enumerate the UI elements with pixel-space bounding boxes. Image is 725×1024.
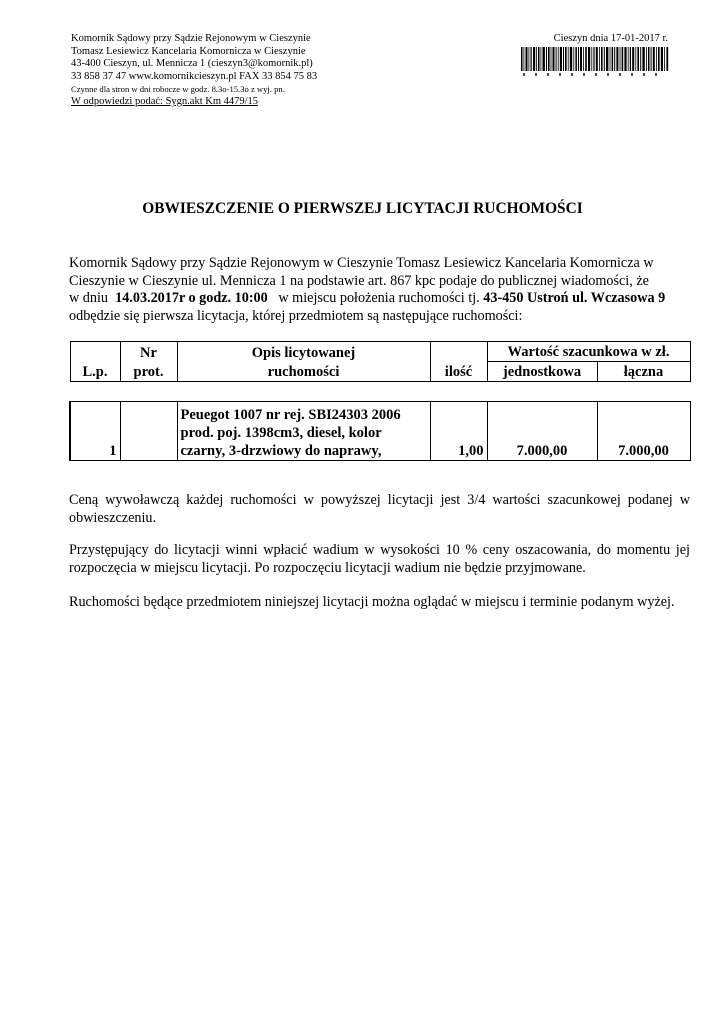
intro-line [69, 290, 669, 308]
header-block [71, 33, 317, 109]
header-line: 43-400 Cieszyn, ul. Mennicza 1 (cieszyn3@komornik.pl) [71, 58, 313, 70]
header-lp-top [70, 342, 120, 362]
header-wartosc: Wartość szacunkowa w zł. [487, 342, 690, 362]
header-laczna: łączna [597, 362, 690, 382]
opis-line: Peuegot 1007 nr rej. SBI24303 2006 [180, 407, 401, 423]
cell-opis [177, 402, 430, 461]
table-row [70, 402, 690, 461]
header-line: Komornik Sądowy przy Sądzie Rejonowym w Cieszynie [71, 33, 311, 44]
case-reference: W odpowiedzi podać: Sygn.akt Km 4479/15 [71, 95, 259, 107]
header-jednostkowa: jednostkowa [487, 362, 597, 382]
auction-place: 43-450 Ustroń ul. Wczasowa 9 [483, 290, 666, 306]
header-nr: Nr [120, 342, 177, 362]
header-prot: prot. [120, 362, 177, 382]
auction-date: 14.03.2017r o godz. 10:00 [115, 290, 268, 306]
intro-paragraph [69, 255, 669, 325]
intro-line: Komornik Sądowy przy Sądzie Rejonowym w Cieszynie Tomasz Lesiewicz Kancelaria Komornicza w [69, 255, 654, 271]
paragraph-deposit: Przystępujący do licytacji winni wpłacić wadium w wysokości 10 % ceny oszacowania, do momentu jej rozpoczęcia w miejscu licytacji. Po rozpoczęciu licytacji wadium nie będzie przyjmowane. [69, 542, 690, 576]
intro-prefix: w dniu [69, 290, 109, 306]
header-ruchomosci: ruchomości [177, 362, 430, 382]
header-line: Tomasz Lesiewicz Kancelaria Komornicza w Cieszynie [71, 45, 306, 57]
intro-line: odbędzie się pierwsza licytacja, której przedmiotem są następujące ruchomości: [69, 307, 523, 324]
header-lp: L.p. [70, 362, 120, 382]
cell-ilosc: 1,00 [430, 402, 487, 461]
document-title: OBWIESZCZENIE O PIERWSZEJ LICYTACJI RUCHOMOŚCI [142, 200, 583, 217]
intro-line: Cieszynie w Cieszynie ul. Mennicza 1 na podstawie art. 867 kpc podaje do publicznej wiadomości, że [69, 272, 649, 289]
paragraph-starting-price: Ceną wywoławczą każdej ruchomości w powyższej licytacji jest 3/4 wartości szacunkowej podanej w obwieszczeniu. [69, 492, 690, 526]
header-opis: Opis licytowanej [177, 342, 430, 362]
cell-nr [120, 402, 177, 461]
opis-line: czarny, 3-drzwiowy do naprawy, [180, 443, 382, 459]
document-date: Cieszyn dnia 17-01-2017 r. [553, 33, 668, 44]
cell-jednostkowa: 7.000,00 [487, 402, 597, 461]
header-line: 33 858 37 47 www.komornikcieszyn.pl FAX 33 854 75 83 [71, 70, 318, 82]
paragraph-viewing: Ruchomości będące przedmiotem niniejszej licytacji można oglądać w miejscu i terminie podanym wyżej. [69, 594, 675, 610]
opis-line: prod. poj. 1398cm3, diesel, kolor [180, 425, 382, 441]
barcode-image [521, 47, 669, 77]
cell-lp: 1 [70, 402, 120, 461]
cell-laczna: 7.000,00 [597, 402, 690, 461]
header-ilosc-top [430, 342, 487, 362]
header-ilosc: ilość [430, 362, 487, 382]
intro-mid: w miejscu położenia ruchomości tj. [278, 290, 480, 306]
office-hours: Czynne dla stron w dni robocze w godz. 8.3o-15.3o z wyj. pn. [71, 84, 285, 95]
items-table [69, 341, 691, 461]
